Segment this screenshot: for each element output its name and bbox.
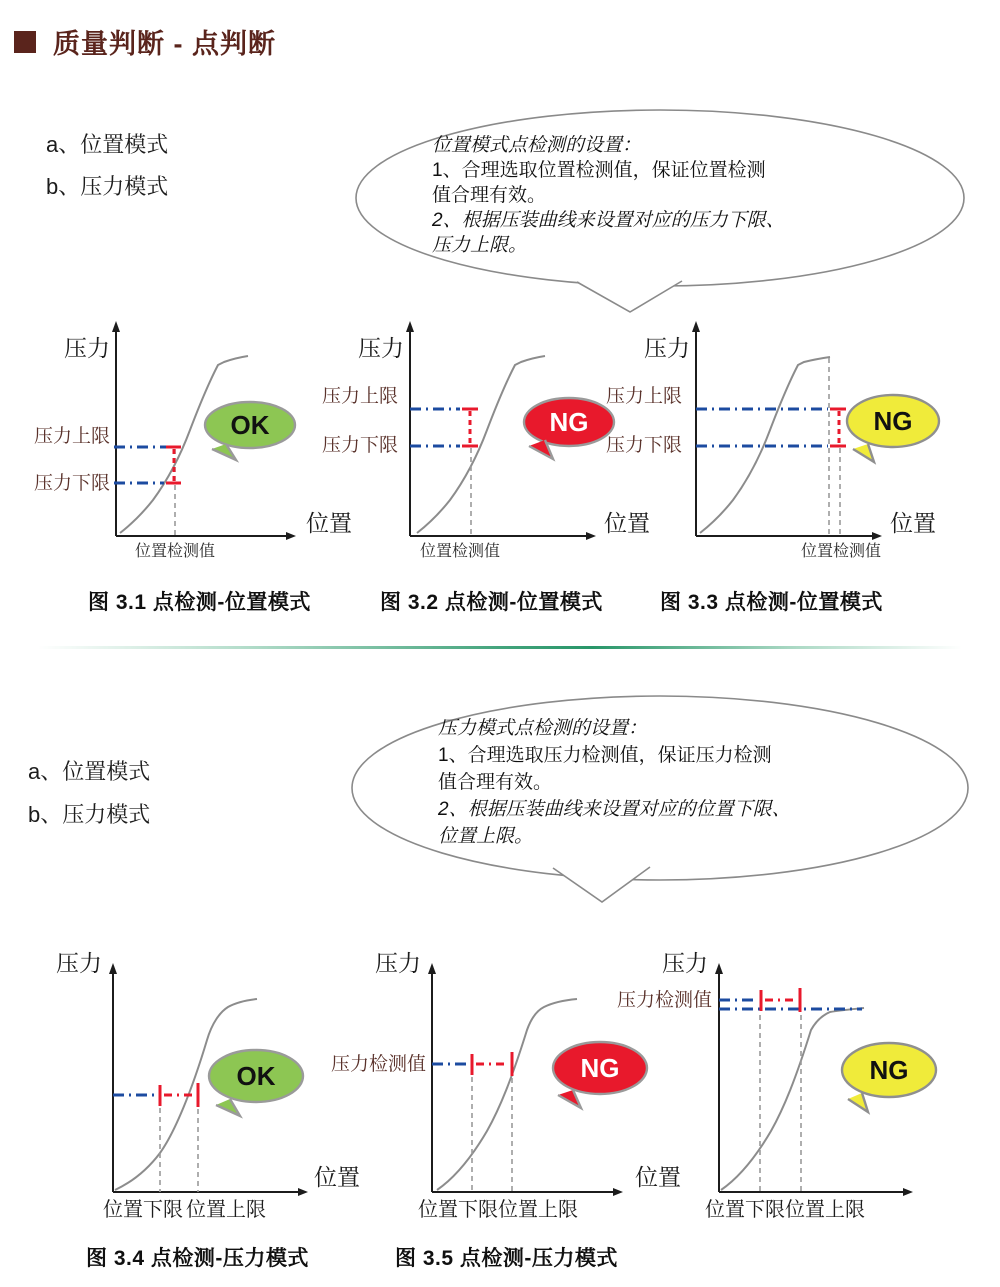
upper-limit-label: 压力上限: [605, 386, 682, 407]
callout-position-mode: [350, 105, 970, 320]
y-axis-arrow-icon: [692, 321, 700, 332]
callout-line: 2、根据压装曲线来设置对应的压力下限、: [432, 210, 785, 231]
xtick-lower-label: 位置下限: [418, 1199, 498, 1221]
mode-item-pressure-2: b、压力模式: [28, 802, 151, 827]
callout-line: 2、根据压装曲线来设置对应的位置下限、: [438, 799, 791, 820]
x-axis-label: 位置: [604, 510, 650, 536]
x-axis-arrow-icon: [872, 532, 882, 540]
ok-badge-tail: [216, 1099, 240, 1116]
y-axis-arrow-icon: [109, 963, 117, 974]
callout-text: [432, 133, 785, 258]
figure-caption-3-5: 图 3.5 点检测-压力模式: [395, 1247, 618, 1270]
chart-3-1: [20, 318, 360, 568]
y-axis-arrow-icon: [715, 963, 723, 974]
callout-pressure-mode: [348, 690, 978, 910]
chart-3-3: [605, 318, 980, 568]
xtick-upper-label: 位置上限: [186, 1199, 266, 1221]
header: [14, 22, 276, 61]
mode-item-pressure-1: b、压力模式: [46, 174, 169, 199]
ok-badge-label: OK: [230, 410, 270, 440]
ng-badge-tail: [848, 1093, 868, 1112]
callout-tail: [577, 281, 682, 312]
y-axis-label: 压力: [358, 335, 404, 361]
y-axis-label: 压力: [56, 950, 102, 976]
ng-badge-label: NG: [580, 1053, 620, 1083]
mode-item-position-2: a、位置模式: [28, 759, 151, 784]
chart-3-6: [615, 935, 950, 1230]
xtick-upper-label: 位置上限: [498, 1199, 578, 1221]
y-axis-label: 压力: [375, 950, 421, 976]
ng-badge-tail: [853, 444, 874, 462]
y-axis-arrow-icon: [112, 321, 120, 332]
xtick-lower-label: 位置下限: [103, 1199, 183, 1221]
upper-limit-label: 压力上限: [321, 386, 398, 407]
y-axis-label: 压力: [662, 950, 708, 976]
chart-3-4: [20, 935, 365, 1230]
ng-badge-label: NG: [873, 406, 913, 436]
press-curve: [721, 1008, 864, 1190]
press-curve: [437, 999, 577, 1190]
callout-line: 1、合理选取压力检测值，保证压力检测: [438, 745, 772, 766]
lower-limit-label: 压力下限: [605, 435, 682, 456]
figure-caption-3-4: 图 3.4 点检测-压力模式: [86, 1247, 309, 1270]
x-axis-arrow-icon: [286, 532, 296, 540]
callout-text: [438, 715, 791, 850]
mode-item-position-1: a、位置模式: [46, 132, 169, 157]
callout-line: 值合理有效。: [432, 185, 547, 206]
figure-caption-3-2: 图 3.2 点检测-位置模式: [380, 591, 603, 614]
x-axis-label: 位置: [314, 1164, 360, 1190]
figure-caption-3-3: 图 3.3 点检测-位置模式: [660, 591, 883, 614]
x-axis-arrow-icon: [586, 532, 596, 540]
upper-limit-label: 压力上限: [33, 426, 110, 447]
x-axis-label: 位置: [635, 1164, 681, 1190]
xtick-upper-label: 位置上限: [785, 1199, 865, 1221]
page-title: 质量判断 - 点判断: [53, 29, 276, 59]
detect-level-label: 压力检测值: [330, 1054, 426, 1075]
ng-badge-label: NG: [549, 407, 589, 437]
xtick-label: 位置检测值: [800, 543, 882, 560]
y-axis-arrow-icon: [406, 321, 414, 332]
y-axis-label: 压力: [644, 335, 690, 361]
lower-limit-label: 压力下限: [33, 473, 110, 494]
ng-badge-tail: [558, 1090, 581, 1108]
callout-line: 位置上限。: [438, 826, 534, 847]
callout-tail: [553, 867, 650, 902]
y-axis-label: 压力: [64, 335, 110, 361]
detect-level-label: 压力检测值: [616, 990, 712, 1011]
callout-line: 值合理有效。: [438, 772, 553, 793]
x-axis-label: 位置: [306, 510, 352, 536]
lower-limit-label: 压力下限: [321, 435, 398, 456]
x-axis-arrow-icon: [903, 1188, 913, 1196]
y-axis-arrow-icon: [428, 963, 436, 974]
ok-badge-label: OK: [236, 1061, 276, 1091]
figure-caption-3-1: 图 3.1 点检测-位置模式: [88, 591, 311, 614]
callout-line: 压力上限。: [432, 235, 528, 256]
title-bullet-icon: [14, 31, 36, 53]
x-axis-label: 位置: [890, 510, 936, 536]
callout-line: 压力模式点检测的设置：: [438, 718, 648, 739]
section-divider: [38, 646, 962, 649]
xtick-label: 位置检测值: [134, 543, 216, 560]
callout-line: 1、合理选取位置检测值，保证位置检测: [432, 160, 766, 181]
x-axis-arrow-icon: [298, 1188, 308, 1196]
callout-line: 位置模式点检测的设置：: [432, 135, 642, 156]
ng-badge-label: NG: [869, 1055, 909, 1085]
xtick-lower-label: 位置下限: [705, 1199, 785, 1221]
xtick-label: 位置检测值: [419, 543, 501, 560]
